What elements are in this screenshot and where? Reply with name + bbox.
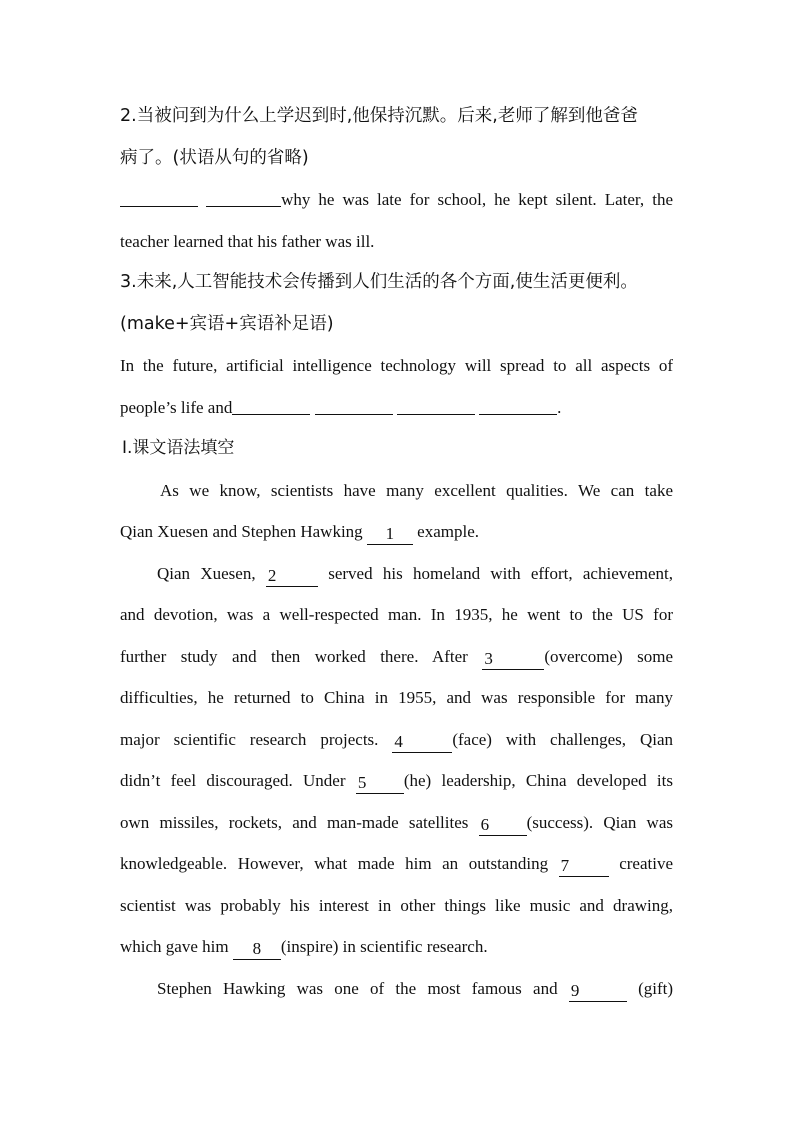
- q3-answer-blank-3[interactable]: [397, 394, 475, 415]
- q3-english-line-1: In the future, artificial intelligence technology will spread to all aspects of: [120, 356, 673, 375]
- blank-8[interactable]: [233, 939, 281, 960]
- passage-text: (face) with challenges, Qian: [452, 729, 673, 749]
- blank-9[interactable]: [569, 981, 627, 1002]
- blank-5[interactable]: [356, 773, 404, 794]
- blank-number: 9: [570, 980, 580, 1000]
- passage-text: knowledgeable. However, what made him an outstanding: [120, 854, 549, 873]
- blank-number: 7: [560, 856, 570, 875]
- passage-p1-line-2: [120, 511, 673, 553]
- passage-p2-line-6: [120, 760, 673, 802]
- passage-text: further study and then worked there. After: [120, 646, 468, 666]
- passage-p2-line-9: scientist was probably his interest in other things like music and drawing,: [120, 895, 673, 915]
- q2-english-text: why he was late for school, he kept silent. Later, the: [281, 190, 673, 209]
- passage-p3-line-1: [120, 968, 673, 1010]
- passage-text: didn’t feel discouraged. Under: [120, 771, 346, 790]
- q3-chinese-line-1: 3.未来,人工智能技术会传播到人们生活的各个方面,使生活更便利。: [120, 272, 638, 292]
- q3-english-line-2: [120, 387, 673, 429]
- passage-text: served his homeland with effort, achievement,: [328, 563, 673, 583]
- passage-text: example.: [417, 522, 480, 541]
- passage-text: creative: [619, 854, 673, 873]
- q3-answer-blank-4[interactable]: [479, 394, 557, 415]
- blank-number: 8: [252, 939, 262, 958]
- passage-text: (success). Qian was: [526, 812, 673, 832]
- passage-p2-line-10: [120, 926, 673, 968]
- q2-english-line-1: [120, 179, 673, 221]
- blank-7[interactable]: [559, 856, 609, 877]
- q2-english-line-2: teacher learned that his father was ill.: [120, 231, 375, 251]
- passage-p2-line-4: difficulties, he returned to China in 1955, and was responsible for many: [120, 688, 673, 707]
- q2-chinese-line-2: 病了。(状语从句的省略): [120, 147, 309, 168]
- passage-text: (he) leadership, China developed its: [403, 771, 673, 790]
- blank-number: 2: [267, 565, 277, 585]
- passage-text: (gift): [638, 978, 673, 998]
- blank-number: 4: [394, 731, 403, 751]
- blank-3[interactable]: [482, 649, 544, 670]
- passage-p2-line-1: [120, 553, 673, 595]
- q3-period: .: [557, 397, 562, 417]
- section-title: Ⅰ.课文语法填空: [122, 438, 235, 458]
- passage-p2-line-3: [120, 636, 673, 678]
- blank-number: 6: [480, 814, 490, 834]
- blank-1[interactable]: [367, 524, 413, 545]
- blank-number: 1: [385, 524, 395, 543]
- q2-chinese-line-1: 2.当被问到为什么上学迟到时,他保持沉默。后来,老师了解到他爸爸: [120, 106, 638, 126]
- passage-p2-line-8: [120, 843, 673, 885]
- passage-text: (inspire) in scientific research.: [280, 937, 488, 956]
- passage-text: Stephen Hawking was one of the most famous and: [157, 978, 558, 998]
- passage-p1-line-1: As we know, scientists have many excellent qualities. We can take: [160, 480, 673, 500]
- blank-number: 5: [357, 773, 367, 792]
- passage-p2-line-2: and devotion, was a well-respected man. In 1935, he went to the US for: [120, 605, 673, 624]
- blank-4[interactable]: [392, 732, 452, 753]
- blank-6[interactable]: [479, 815, 527, 836]
- passage-text: Qian Xuesen,: [157, 563, 256, 583]
- q3-chinese-line-2: (make+宾语+宾语补足语): [120, 313, 334, 334]
- passage-text: Qian Xuesen and Stephen Hawking: [120, 522, 363, 541]
- worksheet-page: [120, 96, 673, 1009]
- q3-answer-blank-1[interactable]: [232, 394, 310, 415]
- passage-text: own missiles, rockets, and man-made satellites: [120, 812, 469, 832]
- blank-2[interactable]: [266, 566, 318, 587]
- passage-p2-line-5: [120, 719, 673, 761]
- q2-answer-blank-2[interactable]: [206, 186, 281, 207]
- passage-text: which gave him: [120, 937, 229, 956]
- passage-text: (overcome) some: [544, 646, 673, 666]
- q3-english-text: people’s life and: [120, 397, 233, 417]
- passage-text: major scientific research projects.: [120, 729, 379, 749]
- q3-answer-blank-2[interactable]: [315, 394, 393, 415]
- passage-p2-line-7: [120, 802, 673, 844]
- blank-number: 3: [484, 648, 493, 668]
- q2-answer-blank-1[interactable]: [120, 186, 198, 207]
